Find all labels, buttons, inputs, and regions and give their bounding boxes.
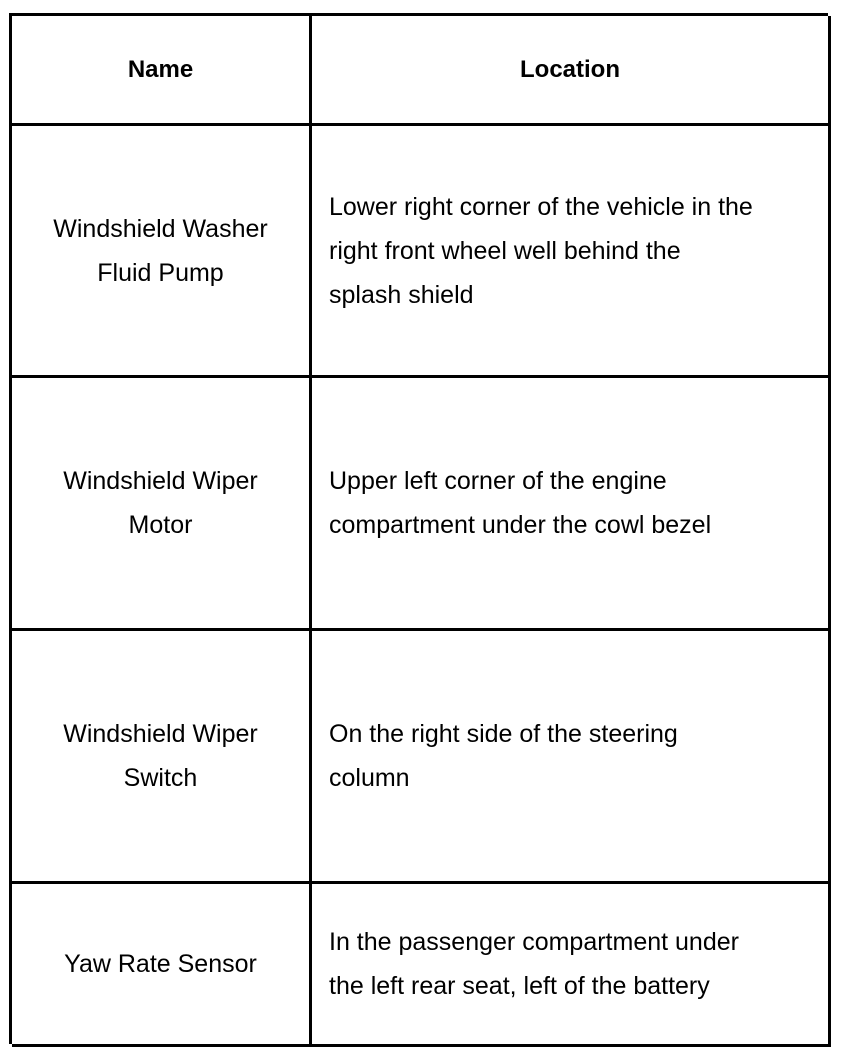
row-2-name-cell [12,378,312,631]
row-4-name: Yaw Rate Sensor [64,950,257,978]
row-1-name-cell [12,126,312,378]
header-name-label: Name [127,55,194,83]
row-3-name-cell [12,631,312,884]
header-location-label: Location [520,55,620,83]
row-1-location: Lower right corner of the vehicle in the right front wheel well behind the splash shield [329,192,753,309]
row-2-location: Upper left corner of the engine compartment under the cowl bezel [329,467,712,539]
row-4-location: In the passenger compartment under the left rear seat, left of the battery [329,928,739,1000]
row-3-location: On the right side of the steering column [329,720,678,792]
row-2-name: Windshield Wiper Motor [63,467,258,539]
header-location [312,16,831,126]
header-name [12,16,312,126]
row-1-location-cell [312,126,831,378]
row-2-location-cell [312,378,831,631]
row-1-name: Windshield Washer Fluid Pump [53,214,268,287]
row-4-name-cell [12,884,312,1047]
component-location-table [9,13,828,1044]
row-3-name: Windshield Wiper Switch [63,720,258,792]
row-4-location-cell [312,884,831,1047]
row-3-location-cell [312,631,831,884]
